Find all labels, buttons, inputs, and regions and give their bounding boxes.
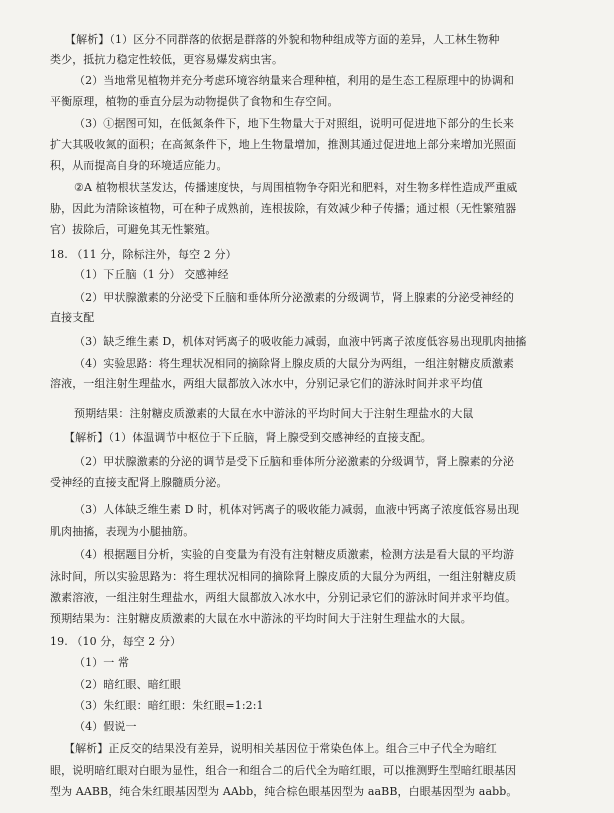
analysis-line: 型为 AABB，纯合朱红眼基因型为 AAbb，纯合棕色眼基因型为 aaBB，白眼基因型为 aabb。: [50, 785, 518, 798]
analysis-line: 预期结果为：注射糖皮质激素的大鼠在水中游泳的平均时间大于注射生理盐水的大鼠。: [50, 612, 472, 625]
text-line: 平衡原理，植物的垂直分层为动物提供了食物和生存空间。: [50, 95, 339, 108]
answer-line: （1）一 常: [74, 656, 130, 669]
answer-line: （3）缺乏维生素 D，机体对钙离子的吸收能力减弱，血液中钙离子浓度低容易出现肌肉抽搐: [74, 335, 527, 348]
text-line: 胁，因此为清除该植物，可在种子成熟前，连根拔除，有效减少种子传播；通过根（无性繁殖器: [50, 202, 517, 215]
answer-line: （4）假说一: [74, 720, 137, 733]
text-line: 【解析】（1）区分不同群落的依据是群落的外貌和物种组成等方面的差异，人工林生物种: [65, 33, 500, 46]
analysis-line: （4）根据题目分析，实验的自变量为有没有注射糖皮质激素，检测方法是看大鼠的平均游: [74, 548, 514, 561]
analysis-line: 眼，说明暗红眼对白眼为显性，组合一和组合二的后代全为暗红眼，可以推测野生型暗红眼基因: [50, 764, 517, 777]
analysis-line: 【解析】（1）体温调节中枢位于下丘脑，肾上腺受到交感神经的直接支配。: [64, 431, 432, 444]
analysis-line: 泳时间，所以实验思路为：将生理状况相同的摘除肾上腺皮质的大鼠分为两组，一组注射糖皮质: [50, 570, 517, 583]
text-line: （3）①据图可知，在低氮条件下，地下生物量大于对照组，说明可促进地下部分的生长来: [74, 117, 514, 130]
answer-line: （4）实验思路：将生理状况相同的摘除肾上腺皮质的大鼠分为两组，一组注射糖皮质激素: [74, 357, 514, 370]
answer-line: 溶液，一组注射生理盐水，两组大鼠都放入冰水中，分别记录它们的游泳时间并求平均值: [50, 377, 483, 390]
question-18-header: 18. （11 分，除标注外，每空 2 分）: [50, 248, 237, 261]
analysis-line: （2）甲状腺激素的分泌的调节是受下丘脑和垂体所分泌激素的分级调节，肾上腺素的分泌: [74, 455, 514, 468]
text-line: （2）当地常见植物并充分考虑环境容纳量来合理种植，利用的是生态工程原理中的协调和: [74, 74, 514, 87]
analysis-line: 肌肉抽搐，表现为小腿抽筋。: [50, 525, 195, 538]
answer-line: （2）暗红眼、暗红眼: [74, 678, 181, 691]
analysis-line: （3）人体缺乏维生素 D 时，机体对钙离子的吸收能力减弱，血液中钙离子浓度低容易出现: [74, 503, 520, 516]
analysis-line: 【解析】正反交的结果没有差异，说明相关基因位于常染色体上。组合三中子代全为暗红: [64, 742, 497, 755]
text-line: 类少，抵抗力稳定性较低，更容易爆发病虫害。: [50, 53, 284, 66]
text-line: 官）拔除后，可避免其无性繁殖。: [50, 223, 217, 236]
answer-line: 预期结果：注射糖皮质激素的大鼠在水中游泳的平均时间大于注射生理盐水的大鼠: [74, 407, 474, 420]
text-line: ②A 植物根状茎发达，传播速度快，与周围植物争夺阳光和肥料，对生物多样性造成严重威: [74, 181, 518, 194]
question-19-header: 19. （10 分，每空 2 分）: [50, 635, 182, 648]
analysis-line: 激素溶液，一组注射生理盐水，两组大鼠都放入冰水中，分别记录它们的游泳时间并求平均值。: [50, 591, 517, 604]
text-line: 扩大其吸收氮的面积；在高氮条件下，地上生物量增加，推测其通过促进地上部分来增加光照面: [50, 138, 517, 151]
text-line: 积，从而提高自身的环境适应能力。: [50, 159, 228, 172]
answer-line: （3）朱红眼：暗红眼：朱红眼=1:2:1: [74, 699, 264, 712]
analysis-line: 受神经的直接支配肾上腺髓质分泌。: [50, 476, 228, 489]
answer-line: （2）甲状腺激素的分泌受下丘脑和垂体所分泌激素的分级调节，肾上腺素的分泌受神经的: [74, 291, 514, 304]
answer-line: 直接支配: [50, 311, 95, 324]
answer-line: （1）下丘脑（1 分） 交感神经: [74, 268, 229, 281]
